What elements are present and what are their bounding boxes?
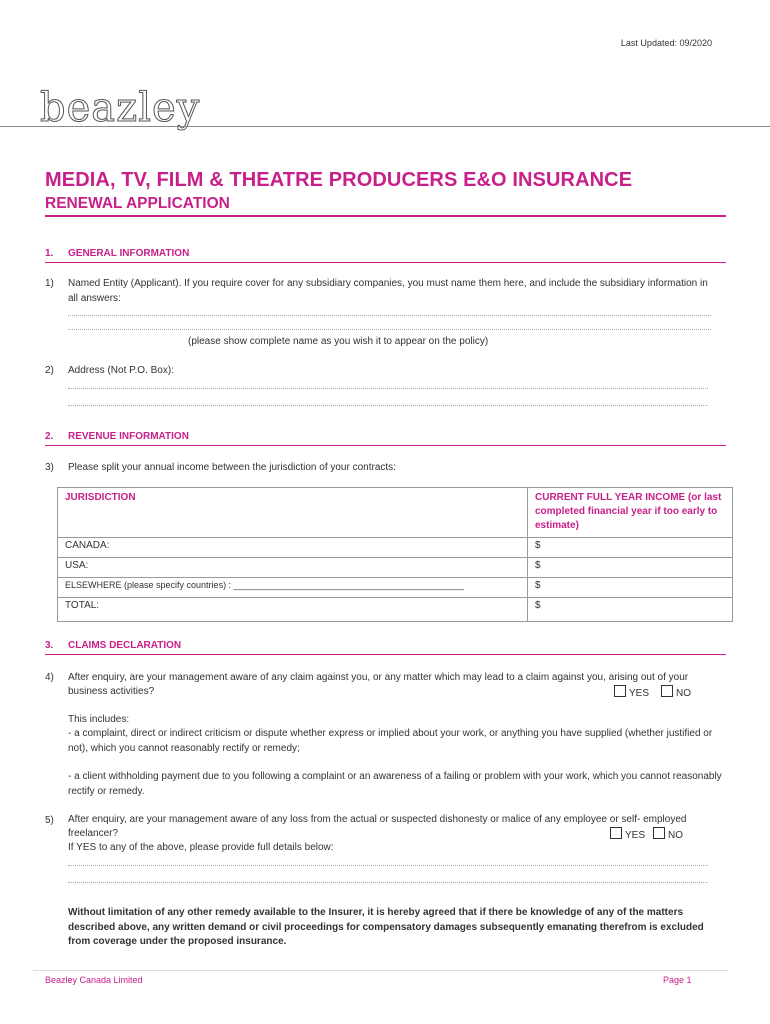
q5-details-prompt: If YES to any of the above, please provide full details below: bbox=[68, 842, 334, 853]
table-row bbox=[58, 578, 733, 598]
q1-answer-line-2[interactable] bbox=[68, 329, 711, 330]
section-3-title: CLAIMS DECLARATION bbox=[68, 640, 182, 651]
section-1-number: 1. bbox=[45, 248, 54, 259]
q4-line-2: business activities? bbox=[68, 686, 155, 697]
q1-number: 1) bbox=[45, 278, 54, 289]
header-income: CURRENT FULL YEAR INCOME (or last completed financial year if too early to estimate) bbox=[528, 488, 733, 538]
q2-text: Address (Not P.O. Box): bbox=[68, 365, 174, 376]
last-updated: Last Updated: 09/2020 bbox=[620, 38, 712, 48]
row-label-usa: USA: bbox=[58, 558, 528, 578]
q5-answer-line-2[interactable] bbox=[68, 882, 708, 883]
q4-no-label: NO bbox=[676, 688, 692, 699]
q4-yes-label: YES bbox=[629, 688, 650, 699]
row-value-total[interactable]: $ bbox=[528, 598, 733, 622]
table-header-row bbox=[58, 488, 733, 538]
table-row bbox=[58, 558, 733, 578]
table-row bbox=[58, 598, 733, 622]
table-row bbox=[58, 538, 733, 558]
row-label-canada: CANADA: bbox=[58, 538, 528, 558]
q5-yes-label: YES bbox=[625, 830, 646, 841]
logo-underline bbox=[0, 126, 770, 127]
q4-yes-checkbox[interactable] bbox=[614, 685, 626, 697]
q4-bullet-1: - a complaint, direct or indirect criticism or dispute whether express or implied about your work, or anything you have supplied (whether justified or not), which you cannot reasonably rectify or remedy; bbox=[68, 728, 713, 754]
disclaimer-paragraph: Without limitation of any other remedy available to the Insurer, it is hereby agreed that if there be knowledge of any of the matters described above, any written demand or civil proceedings for compensatory damages subsequently emanating therefrom is excluded from coverage under the proposed insurance. bbox=[68, 907, 704, 947]
q5-line-1: After enquiry, are your management aware of any loss from the actual or suspected dishonesty or malice of any employee or self- employed bbox=[68, 814, 687, 825]
beazley-logo: beazley bbox=[40, 85, 201, 131]
section-3-divider bbox=[45, 654, 726, 655]
q4-includes: This includes: bbox=[68, 714, 130, 725]
section-2-divider bbox=[45, 445, 726, 446]
q2-answer-line-1[interactable] bbox=[68, 388, 708, 389]
row-value-canada[interactable]: $ bbox=[528, 538, 733, 558]
section-1-title: GENERAL INFORMATION bbox=[68, 248, 190, 259]
q2-number: 2) bbox=[45, 365, 54, 376]
q3-number: 3) bbox=[45, 462, 54, 473]
section-2-number: 2. bbox=[45, 431, 54, 442]
section-1-divider bbox=[45, 262, 726, 263]
jurisdiction-income-table bbox=[57, 487, 733, 622]
row-value-usa[interactable]: $ bbox=[528, 558, 733, 578]
q3-text: Please split your annual income between the jurisdiction of your contracts: bbox=[68, 462, 396, 473]
q4-bullet-2: - a client withholding payment due to you following a complaint or an awareness of a failing or problem with your work, which you cannot reasonably rectify or remedy. bbox=[68, 771, 722, 797]
footer-page-number: Page 1 bbox=[663, 975, 692, 985]
q1-answer-line-1[interactable] bbox=[68, 315, 711, 316]
q5-yes-no bbox=[604, 827, 683, 844]
q4-line-1: After enquiry, are your management aware of any claim against you, or any matter which may lead to a claim against you, arising out of your bbox=[68, 672, 689, 683]
q1-text: Named Entity (Applicant). If you require cover for any subsidiary companies, you must name them here, and include the subsidiary information in all answers: bbox=[68, 278, 708, 304]
q2-answer-line-2[interactable] bbox=[68, 405, 708, 406]
page-subtitle: RENEWAL APPLICATION bbox=[45, 195, 230, 212]
q5-no-label: NO bbox=[668, 830, 684, 841]
header-jurisdiction: JURISDICTION bbox=[58, 488, 528, 538]
title-divider bbox=[45, 215, 726, 217]
row-label-total: TOTAL: bbox=[58, 598, 528, 622]
q5-number: 5) bbox=[45, 815, 54, 826]
footer-divider bbox=[33, 970, 728, 971]
q4-no-checkbox[interactable] bbox=[661, 685, 673, 697]
q4-yes-no bbox=[608, 685, 691, 702]
page-title: MEDIA, TV, FILM & THEATRE PRODUCERS E&O INSURANCE bbox=[45, 169, 633, 191]
row-label-elsewhere[interactable]: ELSEWHERE (please specify countries) : ______________________________________________ bbox=[58, 578, 528, 598]
q5-answer-line-1[interactable] bbox=[68, 865, 708, 866]
q5-no-checkbox[interactable] bbox=[653, 827, 665, 839]
q5-line-2: freelancer? bbox=[68, 828, 119, 839]
row-value-elsewhere[interactable]: $ bbox=[528, 578, 733, 598]
q4-number: 4) bbox=[45, 672, 54, 683]
q1-note: (please show complete name as you wish it to appear on the policy) bbox=[188, 336, 489, 347]
section-3-number: 3. bbox=[45, 640, 54, 651]
q5-yes-checkbox[interactable] bbox=[610, 827, 622, 839]
section-2-title: REVENUE INFORMATION bbox=[68, 431, 189, 442]
footer-company: Beazley Canada Limited bbox=[45, 975, 143, 985]
